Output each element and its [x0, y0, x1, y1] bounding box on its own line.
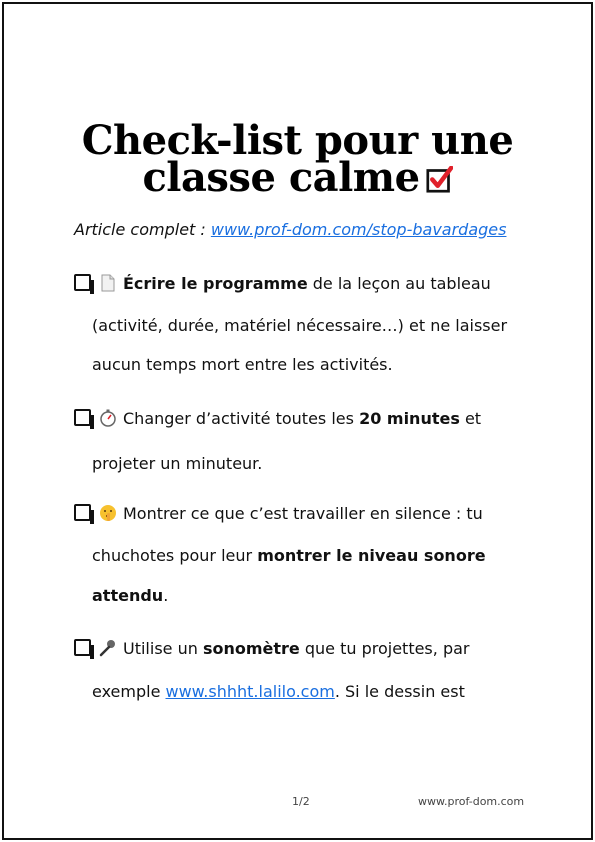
sonometer-link[interactable]: www.shhht.lalilo.com: [165, 682, 335, 701]
title-line-1-text: Check-list pour une: [81, 117, 514, 164]
item-3-line-3: [92, 586, 168, 605]
item-2-line-1: [74, 409, 481, 428]
item-2-line-2: projeter un minuteur.: [92, 454, 263, 473]
ballot-box-with-check-icon: [426, 166, 453, 193]
item-4-line-2-after: . Si le dessin est: [334, 682, 465, 701]
checkbox-icon[interactable]: [74, 409, 91, 426]
title-line-2-text: classe calme: [142, 154, 420, 201]
item-1-line-1: [74, 274, 491, 293]
item-3-line-1: [74, 504, 483, 523]
microphone-icon: [99, 639, 117, 657]
item-3-line-3-text: .: [163, 586, 169, 605]
item-2-text-after: et: [459, 409, 482, 428]
item-1-bold: Écrire le programme: [123, 274, 308, 293]
article-link[interactable]: www.prof-dom.com/stop-bavardages: [210, 220, 507, 239]
item-4-line-2: [92, 682, 465, 701]
item-4-line-1: [74, 639, 469, 658]
item-1-line-3: aucun temps mort entre les activités.: [92, 355, 393, 374]
page-number: 1/2: [292, 795, 310, 808]
item-3-line-2: [92, 546, 486, 565]
item-3-line-3-bold: attendu: [92, 586, 164, 605]
item-4-line-2-text: exemple: [92, 682, 166, 701]
page-icon: [99, 274, 117, 292]
item-1-line-2: (activité, durée, matériel nécessaire…) et ne laisser: [92, 316, 508, 335]
checkbox-icon[interactable]: [74, 504, 91, 521]
item-2-text-before: Changer d’activité toutes les: [123, 409, 360, 428]
item-2-bold: 20 minutes: [359, 409, 460, 428]
checkbox-icon[interactable]: [74, 274, 91, 291]
footer-site: www.prof-dom.com: [418, 795, 525, 808]
item-4-text-after: que tu projettes, par: [299, 639, 470, 658]
stopwatch-icon: [99, 409, 117, 427]
article-label: Article complet :: [74, 220, 211, 239]
item-4-text-before: Utilise un: [123, 639, 203, 658]
item-3-line-2-text: chuchotes pour leur: [92, 546, 258, 565]
item-3-text: Montrer ce que c’est travailler en silence : tu: [123, 504, 483, 523]
document-page: [2, 2, 593, 840]
checkbox-icon[interactable]: [74, 639, 91, 656]
shushing-face-icon: [99, 504, 117, 522]
item-1-text: de la leçon au tableau: [307, 274, 491, 293]
page-title-line-2: [4, 156, 591, 200]
article-reference: [74, 220, 506, 239]
item-3-line-2-bold: montrer le niveau sonore: [257, 546, 486, 565]
item-4-bold: sonomètre: [202, 639, 300, 658]
